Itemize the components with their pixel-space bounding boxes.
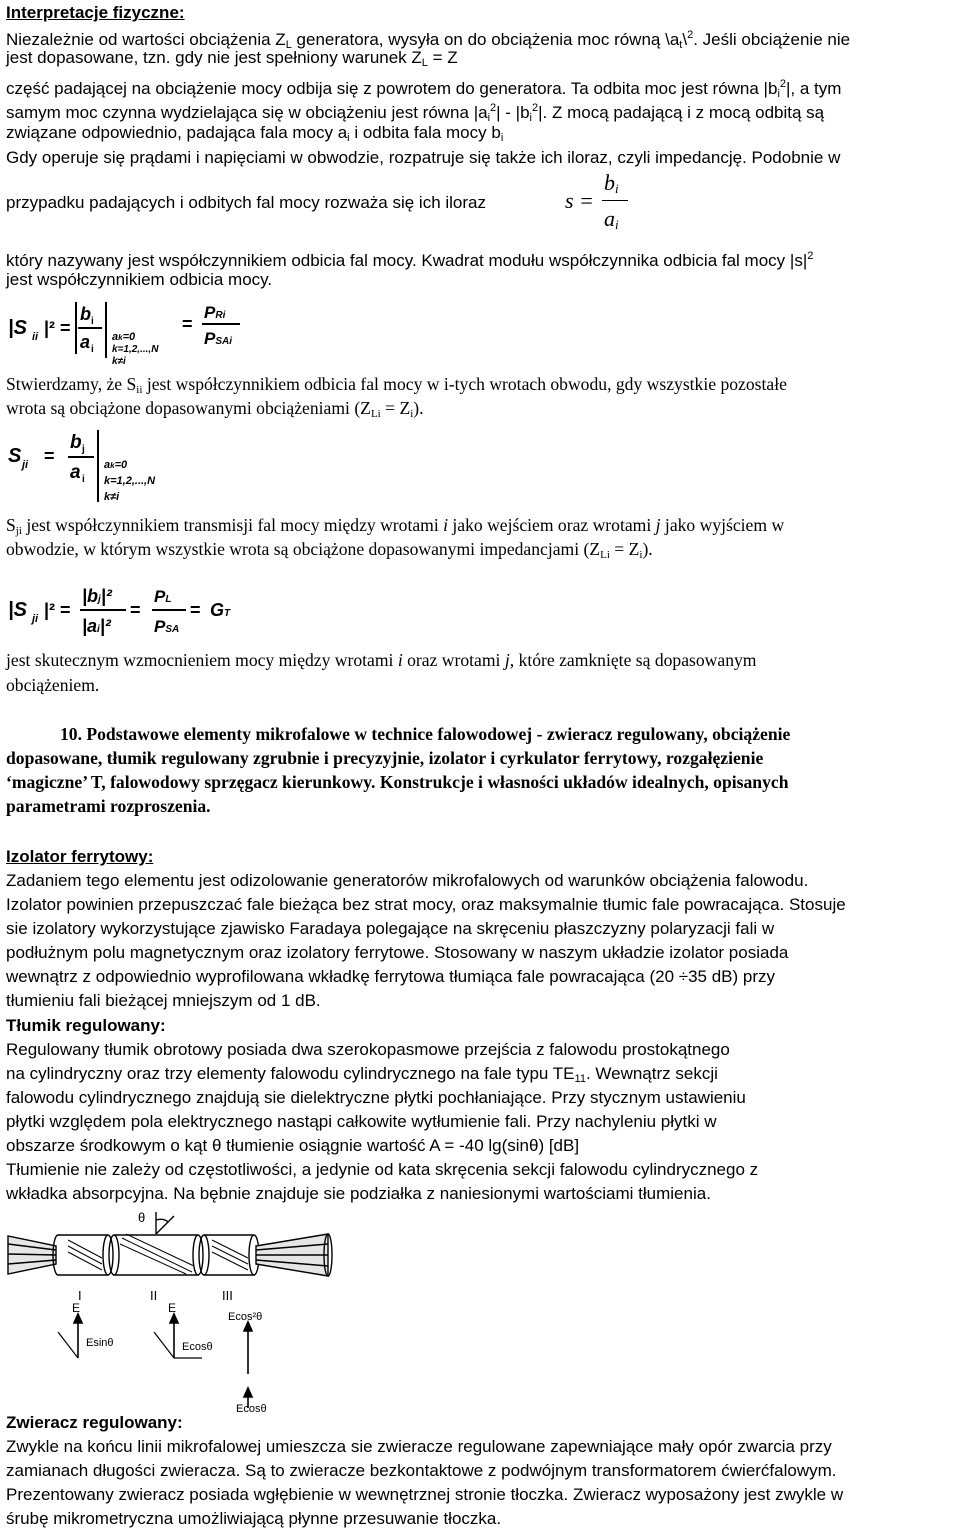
svg-text:|² =: |² = bbox=[44, 600, 71, 620]
equation-sii-squared bbox=[6, 296, 246, 368]
paragraph-line: który nazywany jest współczynnikiem odbicia fal mocy. Kwadrat modułu współczynnika odbicia fal mocy $|s|^2$ bbox=[6, 250, 814, 270]
paragraph-line: Izolator powinien przepuszczać fale bieżąca bez strat mocy, oraz maksymalnie tłumic fale powracająca. Stosuje bbox=[6, 895, 846, 914]
svg-text:ji: ji bbox=[32, 613, 39, 625]
paragraph-line: jest współczynnikiem odbicia mocy. bbox=[6, 270, 273, 289]
svg-text:PSAi: PSAi bbox=[204, 329, 233, 348]
svg-text:Ecosθ: Ecosθ bbox=[182, 1341, 213, 1353]
svg-text:|S: |S bbox=[8, 599, 27, 621]
paragraph-line: sie izolatory wykorzystujące zjawisko Faradaya polegające na skręceniu płaszczyzny polaryzacji fali w bbox=[6, 919, 775, 938]
paragraph-line: na cylindryczny oraz trzy elementy falowodu cylindrycznego na fale typu $TE_{11}$. Wewnątrz sekcji bbox=[6, 1064, 718, 1085]
fraction-lhs: s = bbox=[565, 188, 594, 213]
svg-text:k=1,2,...,N: k=1,2,...,N bbox=[104, 475, 156, 487]
paragraph-line: wrota są obciążone dopasowanymi obciążeniami $(Z_{Li} = Z_i)$. bbox=[6, 398, 424, 420]
svg-text:b: b bbox=[70, 432, 82, 453]
svg-text:k=1,2,...,N: k=1,2,...,N bbox=[112, 344, 159, 355]
svg-text:ii: ii bbox=[32, 331, 39, 343]
svg-text:Esinθ: Esinθ bbox=[86, 1337, 114, 1349]
paragraph-line: Stwierdzamy, że $S_{ii}$ jest współczynnikiem odbicia fal mocy w i-tych wrotach obwodu, gdy wszystkie pozostałe bbox=[6, 374, 787, 396]
paragraph-line: Tłumienie nie zależy od częstotliwości, a jedynie od kata skręcenia sekcji falowodu cylindrycznego z bbox=[6, 1160, 759, 1179]
svg-text:i: i bbox=[91, 344, 94, 355]
svg-text:k≠i: k≠i bbox=[104, 491, 120, 503]
svg-text:=: = bbox=[190, 600, 201, 620]
paragraph-line: wkładka absorpcyjna. Na bębnie znajduje sie podziałka z naniesionymi wartościami tłumienia. bbox=[6, 1184, 711, 1203]
paragraph-line: $S_{ji}$ jest współczynnikiem transmisji fal mocy między wrotami i jako wejściem oraz wrotami j jako wyjściem w bbox=[6, 515, 785, 537]
svg-text:=: = bbox=[44, 446, 55, 466]
paragraph-line: Zadaniem tego elementu jest odizolowanie generatorów mikrofalowych od warunków obciążenia falowodu. bbox=[6, 871, 809, 890]
paragraph-line: związane odpowiednio, padająca fala mocy $a_i$ i odbita fala mocy $b_i$ bbox=[6, 123, 504, 144]
paragraph-line: jest skutecznym wzmocnieniem mocy między wrotami i oraz wrotami j, które zamknięte są dopasowanym bbox=[6, 650, 757, 670]
section-heading-interpretacje: Interpretacje fizyczne: bbox=[6, 3, 185, 22]
svg-text:i: i bbox=[91, 316, 94, 327]
paragraph-line: Niezależnie od wartości obciążenia $Z_L$ generatora, wysyła on do obciążenia moc równą $\backslash a_t\backslash^2$. Jeśli obciążenie nie bbox=[6, 29, 851, 51]
svg-text:θ: θ bbox=[138, 1210, 146, 1225]
svg-text:j: j bbox=[82, 444, 85, 455]
svg-text:S: S bbox=[8, 445, 22, 467]
svg-text:E: E bbox=[168, 1301, 177, 1315]
svg-text:k≠i: k≠i bbox=[112, 356, 126, 367]
paragraph-line: płytki względem pola elektrycznego nastąpi całkowite wytłumienie fali. Przy nachyleniu płytki w bbox=[6, 1112, 717, 1131]
svg-text:|ai|²: |ai|² bbox=[82, 616, 111, 636]
svg-text:PL: PL bbox=[154, 587, 172, 606]
paragraph-line: podłużnym polu magnetycznym oraz izolatory ferrytowe. Stosowany w naszym układzie izolator posiada bbox=[6, 943, 789, 962]
attenuator-figure bbox=[6, 1208, 346, 1414]
svg-text:ak=0: ak=0 bbox=[104, 459, 128, 471]
section-heading-izolator: Izolator ferrytowy: bbox=[6, 847, 154, 866]
svg-text:I: I bbox=[78, 1288, 82, 1303]
svg-text:=: = bbox=[130, 600, 141, 620]
paragraph-line: jest dopasowane, tzn. gdy nie jest spełniony warunek $Z_L = Z$ bbox=[6, 48, 458, 69]
equation-sji-squared bbox=[6, 580, 246, 646]
svg-text:i: i bbox=[82, 474, 85, 485]
svg-text:Ecos²θ: Ecos²θ bbox=[228, 1311, 263, 1323]
paragraph-line: tłumieniu fali bieżącej mniejszym od 1 dB. bbox=[6, 991, 321, 1010]
section-heading-zwieracz: Zwieracz regulowany: bbox=[6, 1413, 183, 1432]
paragraph-line: obszarze środkowym o kąt θ tłumienie osiągnie wartość A = -40 lg(sinθ) [dB] bbox=[6, 1136, 580, 1155]
svg-text:E: E bbox=[72, 1301, 81, 1315]
paragraph-line: przypadku padających i odbitych fal mocy rozważa się ich iloraz bbox=[6, 193, 487, 212]
paragraph-line: samym moc czynna wydzielająca się w obciążeniu jest równa $|a_i^2| - |b_i^2|$. Z mocą padającą i z mocą odbitą są bbox=[6, 102, 825, 124]
paragraph-line: zamianach długości zwieracza. Są to zwieracze bezkontaktowe z podwójnym transformatorem ćwierćfalowym. bbox=[6, 1461, 837, 1480]
paragraph-line: Zwykle na końcu linii mikrofalowej umieszcza sie zwieracze regulowane zapewniające mały opór zwarcia przy bbox=[6, 1437, 832, 1456]
fraction-denominator: $a_i$ bbox=[604, 206, 619, 232]
svg-text:GT: GT bbox=[210, 600, 231, 620]
svg-text:II: II bbox=[150, 1288, 158, 1303]
svg-text:ak=0: ak=0 bbox=[112, 331, 136, 343]
svg-text:|bj|²: |bj|² bbox=[82, 586, 112, 606]
paragraph-line: Regulowany tłumik obrotowy posiada dwa szerokopasmowe przejścia z falowodu prostokątnego bbox=[6, 1040, 730, 1059]
svg-text:=: = bbox=[182, 314, 193, 334]
svg-text:a: a bbox=[70, 462, 81, 483]
svg-text:Ecosθ: Ecosθ bbox=[236, 1403, 267, 1414]
svg-text:b: b bbox=[80, 304, 91, 324]
paragraph-line: część padającej na obciążenie mocy odbija się z powrotem do generatora. Ta odbita moc jest równa $|b_i^2|$, a tym bbox=[6, 78, 842, 100]
fraction-bar bbox=[602, 200, 628, 201]
svg-text:PSA: PSA bbox=[154, 617, 180, 636]
paragraph-line: wewnątrz z odpowiednio wyprofilowana wkładkę ferrytowa tłumiąca fale powracająca (20 ÷35 dB) przy bbox=[6, 967, 776, 986]
equation-sji bbox=[6, 424, 186, 508]
paragraph-line: obciążeniem. bbox=[6, 675, 100, 695]
section-heading-tlumik: Tłumik regulowany: bbox=[6, 1016, 166, 1035]
paragraph-line: śrubę mikrometryczna umożliwiającą płynne przesuwanie tłoczka. bbox=[6, 1509, 502, 1528]
paragraph-line: Prezentowany zwieracz posiada wgłębienie w wewnętrznej stronie tłoczka. Zwieracz wyposażony jest zwykle w bbox=[6, 1485, 844, 1504]
section-heading-10: 10. Podstawowe elementy mikrofalowe w technice falowodowej - zwieracz regulowany, obciążenie dopasowane, tłumik regulowany zgrubnie i precyzyjnie, izolator i cyrkulator ferrytowy, rozgałęzienie ‘magiczne’ T, falowodowy sprzęgacz kierunkowy. Konstrukcje i własności układów idealnych, opisanych parametrami rozproszenia. bbox=[6, 724, 791, 816]
fraction-numerator: $b_i$ bbox=[604, 170, 619, 196]
svg-text:PRi: PRi bbox=[204, 303, 226, 322]
paragraph-line: Gdy operuje się prądami i napięciami w obwodzie, rozpatruje się także ich iloraz, czyli impedancję. Podobnie w bbox=[6, 148, 841, 167]
svg-text:ji: ji bbox=[22, 459, 29, 471]
svg-text:|² =: |² = bbox=[44, 318, 71, 338]
paragraph-line: obwodzie, w którym wszystkie wrota są obciążone dopasowanymi impedancjami $(Z_{Li} = Z_i)$. bbox=[6, 539, 653, 561]
svg-text:|S: |S bbox=[8, 317, 27, 339]
svg-text:a: a bbox=[80, 332, 91, 352]
paragraph-line: falowodu cylindrycznego znajdują sie dielektryczne płytki pochłaniające. Przy stycznym ustawieniu bbox=[6, 1088, 746, 1107]
svg-text:III: III bbox=[222, 1288, 233, 1303]
